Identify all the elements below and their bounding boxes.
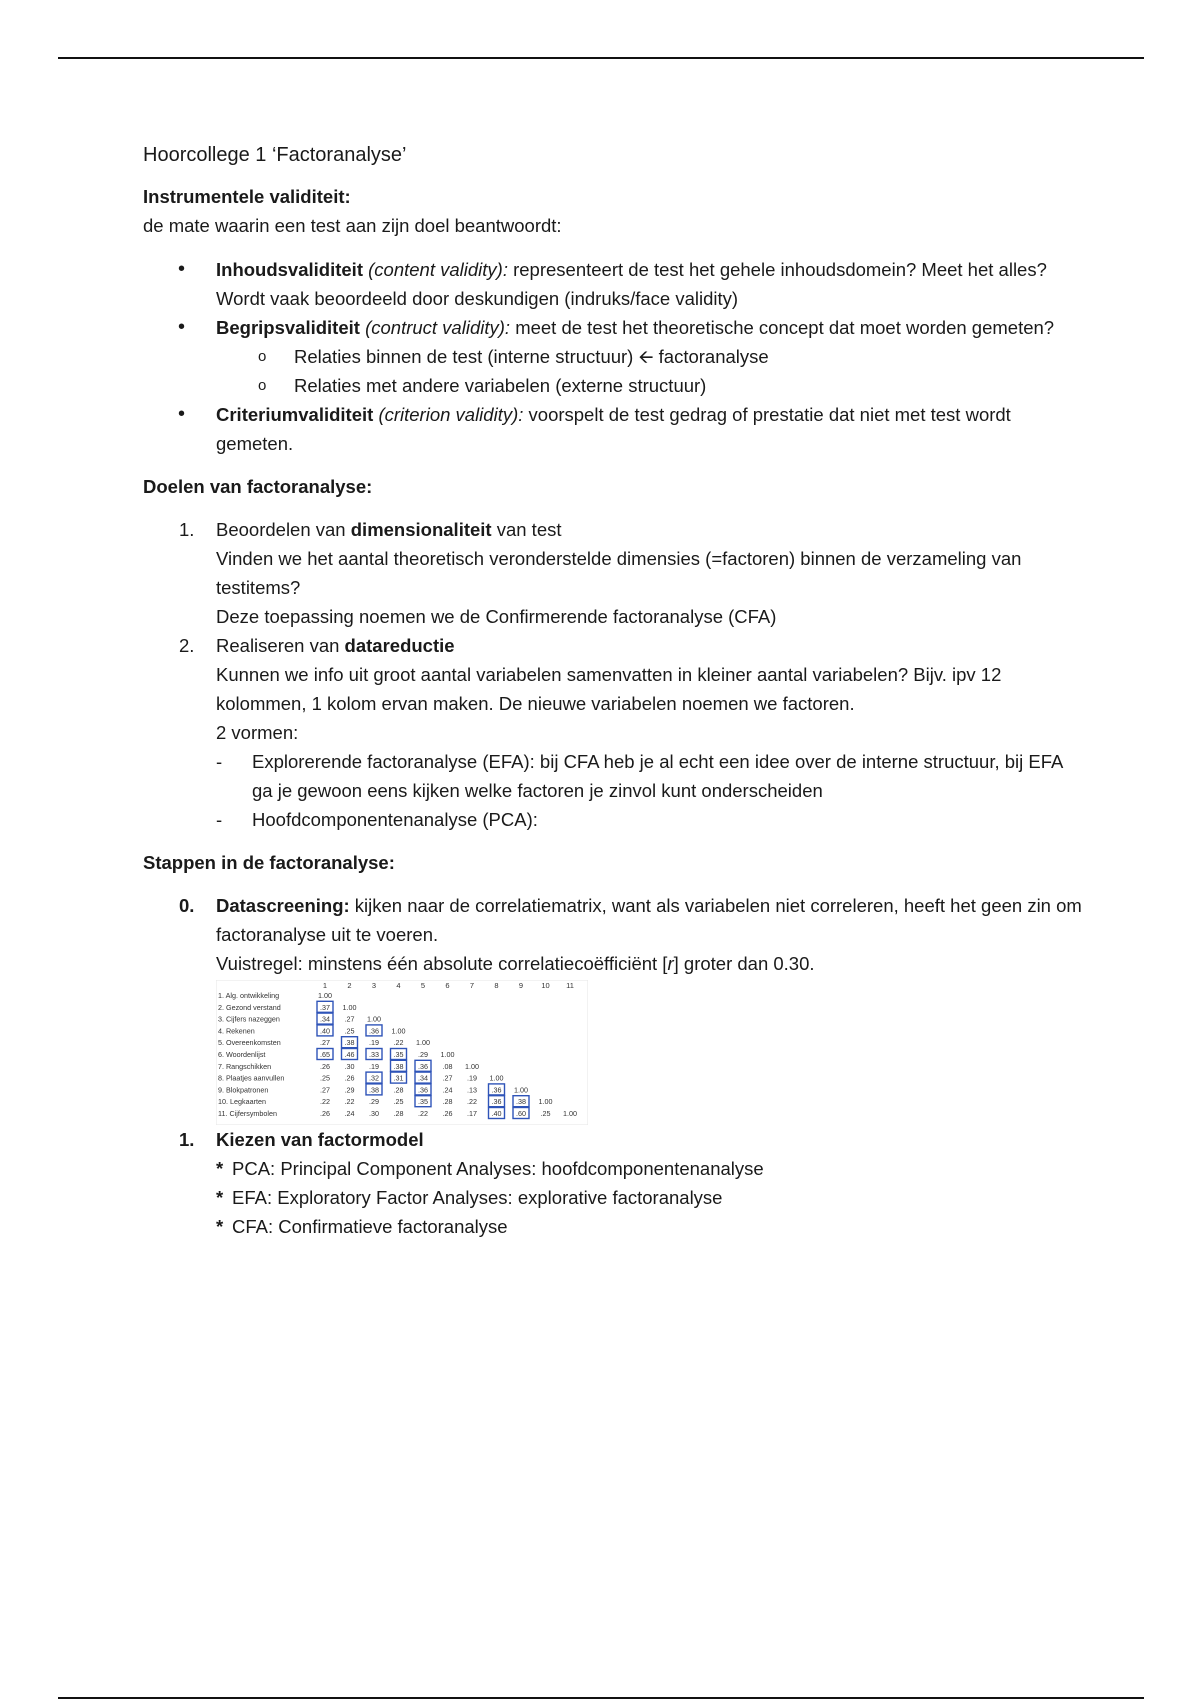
matrix-cell: .38: [516, 1097, 526, 1107]
matrix-row-label: 7. Rangschikken: [218, 1061, 272, 1071]
matrix-cell: .36: [418, 1085, 428, 1095]
matrix-col-header: 11: [566, 981, 574, 990]
goal-title-bold: datareductie: [344, 635, 455, 656]
definition: representeert de test het gehele inhoudsdomein? Meet het alles? Wordt vaak beoordeeld door deskundigen (indruks/face validity): [216, 259, 1047, 309]
matrix-cell: .38: [369, 1085, 379, 1095]
goal-item-dimensionality: [143, 515, 1083, 631]
matrix-cell: .36: [491, 1097, 502, 1107]
instrumental-intro: de mate waarin een test aan zijn doel beantwoordt:: [143, 215, 562, 236]
matrix-col-header: 3: [371, 981, 377, 990]
sub-list: [216, 342, 1083, 400]
matrix-cell: 1.00: [416, 1038, 430, 1048]
goal-title-bold: dimensionaliteit: [350, 519, 492, 540]
goals-list: [143, 515, 1083, 834]
matrix-cell: .24: [442, 1085, 453, 1095]
matrix-cell: .30: [369, 1109, 379, 1118]
matrix-cell: .36: [491, 1085, 502, 1095]
definition: voorspelt de test gedrag of prestatie dat niet met test wordt gemeten.: [216, 404, 1011, 454]
item-number: 1.: [179, 519, 195, 540]
matrix-cell: .34: [320, 1014, 330, 1024]
matrix-cell: .19: [369, 1061, 379, 1071]
matrix-cell: .35: [418, 1097, 428, 1107]
matrix-cell: .31: [393, 1073, 404, 1083]
rule-of-thumb: [216, 949, 1083, 978]
header-rule: [58, 57, 1144, 59]
matrix-cell: 1.00: [391, 1026, 406, 1036]
term-english: (criterion validity):: [378, 404, 524, 425]
correlation-matrix: [216, 980, 588, 1125]
model-cfa: CFA: Confirmatieve factoranalyse: [232, 1216, 508, 1237]
matrix-cell: .35: [393, 1050, 404, 1059]
step-text: [216, 891, 1083, 949]
matrix-cell: .27: [320, 1038, 330, 1048]
matrix-cell: .13: [467, 1085, 477, 1095]
matrix-cell: 1.00: [538, 1097, 553, 1107]
matrix-row-label: 5. Overeenkomsten: [218, 1038, 281, 1048]
matrix-cell: .28: [442, 1097, 453, 1107]
matrix-col-header: 4: [396, 981, 401, 990]
matrix-cell: .46: [344, 1050, 355, 1059]
matrix-row-label: 10. Legkaarten: [218, 1097, 266, 1107]
term: Criteriumvaliditeit: [216, 404, 374, 425]
matrix-cell: .08: [442, 1061, 453, 1071]
matrix-cell: .30: [344, 1061, 355, 1071]
star-marker: *: [216, 1187, 224, 1208]
goal-title-post: van test: [491, 519, 562, 540]
matrix-row-label: 8. Plaatjes aanvullen: [218, 1073, 285, 1083]
goal-line: 2 vormen:: [216, 722, 299, 743]
matrix-cell: .17: [467, 1109, 477, 1118]
matrix-cell: .40: [491, 1109, 502, 1118]
matrix-cell: .36: [418, 1061, 428, 1071]
matrix-cell: .26: [320, 1061, 330, 1071]
matrix-cell: .22: [320, 1097, 330, 1107]
dash-item-efa: - Explorerende factoranalyse (EFA): bij CFA heb je al echt een idee over de interne structuur, bij EFA ga je gewoon eens kijken welke factoren je zinvol kunt onderscheiden: [216, 747, 1083, 805]
forms-list: [216, 747, 1083, 834]
matrix-cell: .26: [442, 1109, 453, 1118]
item-number: 0.: [179, 895, 195, 916]
goal-title-pre: Realiseren van: [216, 635, 345, 656]
section-heading-instrumental: Instrumentele validiteit:: [143, 186, 351, 207]
list-item-criterion-validity: [143, 400, 1083, 458]
goal-line: Kunnen we info uit groot aantal variabelen samenvatten in kleiner aantal variabelen? Bijv. ipv 12 kolommen, 1 kolom ervan maken. De nieuwe variabelen noemen we factoren.: [216, 664, 1002, 714]
page-title: Hoorcollege 1 ‘Factoranalyse’: [143, 144, 407, 166]
matrix-cell: .65: [320, 1050, 330, 1059]
matrix-cell: 1.00: [318, 991, 332, 1000]
matrix-col-header: 10: [541, 981, 550, 990]
matrix-cell: 1.00: [440, 1050, 455, 1059]
matrix-col-header: 8: [494, 981, 499, 990]
item-number: 1.: [179, 1129, 195, 1150]
matrix-row-label: 11. Cijfersymbolen: [218, 1109, 277, 1118]
matrix-cell: .60: [516, 1109, 526, 1118]
matrix-cell: .38: [393, 1061, 404, 1071]
matrix-cell: .32: [369, 1073, 379, 1083]
matrix-row-label: 6. Woordenlijst: [218, 1050, 266, 1059]
matrix-row-label: 1. Alg. ontwikkeling: [218, 991, 280, 1000]
footer-rule: [58, 1697, 1144, 1699]
matrix-cell: .33: [369, 1050, 379, 1059]
step-title-bold: Datascreening:: [216, 895, 350, 916]
matrix-cell: .25: [393, 1097, 404, 1107]
matrix-cell: 1.00: [342, 1002, 357, 1012]
matrix-cell: .29: [418, 1050, 428, 1059]
matrix-cell: .22: [467, 1097, 477, 1107]
goal-item-datareduction: [143, 631, 1083, 834]
matrix-cell: .19: [369, 1038, 379, 1048]
step-item-datascreening: [143, 891, 1083, 1125]
matrix-cell: .25: [320, 1073, 330, 1083]
matrix-cell: .22: [344, 1097, 355, 1107]
rule-text-post: ] groter dan 0.30.: [673, 953, 815, 974]
matrix-col-header: 6: [445, 981, 450, 990]
rule-text-pre: Vuistregel: minstens één absolute correlatiecoëfficiënt [: [216, 953, 668, 974]
matrix-cell: .27: [442, 1073, 453, 1083]
matrix-cell: .27: [344, 1014, 355, 1024]
matrix-row-label: 9. Blokpatronen: [218, 1085, 269, 1095]
matrix-col-header: 7: [469, 981, 475, 990]
matrix-cell: .26: [344, 1073, 355, 1083]
matrix-cell: 1.00: [465, 1061, 479, 1071]
rule-r: r: [667, 953, 674, 974]
document-body: [143, 141, 1083, 1255]
sub-item-external: o Relaties met andere variabelen (externe structuur): [216, 371, 1083, 400]
model-line: [216, 1154, 1083, 1183]
list-item-construct-validity: [143, 313, 1083, 400]
matrix-cell: .28: [393, 1109, 404, 1118]
matrix-cell: .38: [344, 1038, 355, 1048]
model-line: [216, 1183, 1083, 1212]
matrix-cell: .19: [467, 1073, 477, 1083]
matrix-cell: .37: [320, 1002, 330, 1012]
matrix-cell: .34: [418, 1073, 428, 1083]
goal-line: Deze toepassing noemen we de Confirmerende factoranalyse (CFA): [216, 606, 777, 627]
matrix-cell: 1.00: [563, 1109, 577, 1118]
matrix-row-label: 3. Cijfers nazeggen: [218, 1014, 280, 1024]
matrix-col-header: 9: [518, 981, 524, 990]
sub-item-internal: o Relaties binnen de test (interne structuur) 🡨 factoranalyse: [216, 342, 1083, 371]
matrix-row-label: 4. Rekenen: [218, 1026, 255, 1036]
step-item-factormodel: [143, 1125, 1083, 1241]
matrix-cell: .29: [369, 1097, 379, 1107]
matrix-cell: 1.00: [489, 1073, 504, 1083]
correlation-matrix-figure: [216, 980, 588, 1125]
model-line: [216, 1212, 1083, 1241]
term: Inhoudsvaliditeit: [216, 259, 363, 280]
matrix-cell: .26: [320, 1109, 330, 1118]
validity-list: [143, 255, 1083, 458]
goal-title-pre: Beoordelen van: [216, 519, 351, 540]
matrix-cell: .28: [393, 1085, 404, 1095]
matrix-row-label: 2. Gezond verstand: [218, 1002, 281, 1012]
matrix-cell: 1.00: [367, 1014, 381, 1024]
steps-list: [143, 891, 1083, 1241]
goal-title: [216, 631, 1083, 660]
step-description: kijken naar de correlatiematrix, want als variabelen niet correleren, heeft het geen zin om factoranalyse uit te voeren.: [216, 895, 1082, 945]
goal-line: Vinden we het aantal theoretisch veronderstelde dimensies (=factoren) binnen de verzameling van testitems?: [216, 548, 1022, 598]
dash-item-pca: - Hoofdcomponentenanalyse (PCA):: [216, 805, 1083, 834]
section-heading-goals: Doelen van factoranalyse:: [143, 476, 373, 497]
matrix-col-header: 1: [322, 981, 328, 990]
star-marker: *: [216, 1216, 224, 1237]
model-pca: PCA: Principal Component Analyses: hoofdcomponentenanalyse: [232, 1158, 764, 1179]
matrix-cell: .22: [418, 1109, 428, 1118]
item-number: 2.: [179, 635, 195, 656]
matrix-col-header: 2: [347, 981, 352, 990]
matrix-cell: .36: [369, 1026, 379, 1036]
section-heading-steps: Stappen in de factoranalyse:: [143, 852, 395, 873]
matrix-cell: .25: [540, 1109, 551, 1118]
matrix-cell: .25: [344, 1026, 355, 1036]
goal-title: [216, 515, 1083, 544]
matrix-cell: .29: [344, 1085, 355, 1095]
model-efa: EFA: Exploratory Factor Analyses: explorative factoranalyse: [232, 1187, 723, 1208]
matrix-cell: .24: [344, 1109, 355, 1118]
term-english: (contruct validity):: [365, 317, 511, 338]
matrix-col-header: 5: [420, 981, 426, 990]
matrix-cell: 1.00: [514, 1085, 528, 1095]
matrix-cell: .27: [320, 1085, 330, 1095]
term: Begripsvaliditeit: [216, 317, 360, 338]
definition: meet de test het theoretische concept dat moet worden gemeten?: [515, 317, 1055, 338]
list-item-content-validity: [143, 255, 1083, 313]
matrix-cell: .22: [393, 1038, 404, 1048]
matrix-cell: .40: [320, 1026, 330, 1036]
star-marker: *: [216, 1158, 224, 1179]
term-english: (content validity):: [368, 259, 508, 280]
step-title: Kiezen van factormodel: [216, 1129, 424, 1150]
